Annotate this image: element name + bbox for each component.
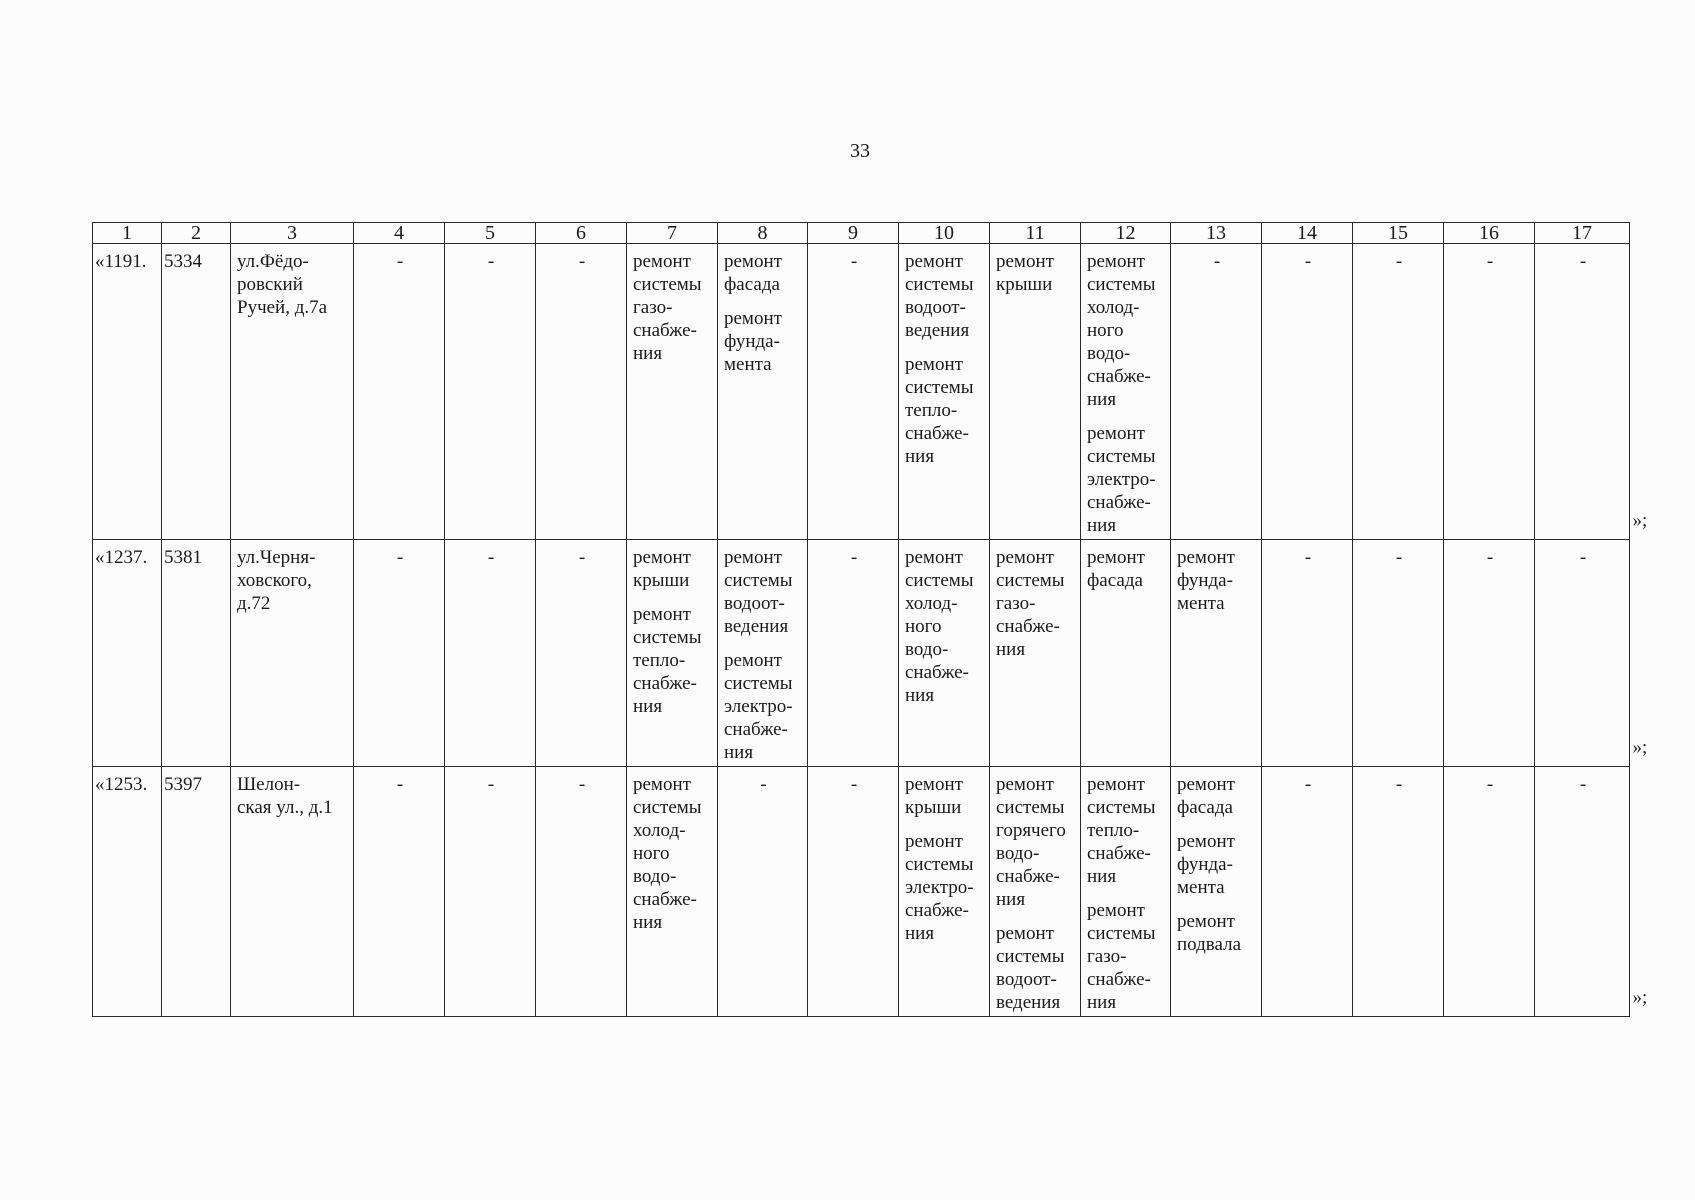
cell-entry: ул.Черня- ховского, д.72 [237,547,316,614]
table-cell-col-1 [93,244,162,540]
cell-entry: ремонт подвала [1177,911,1242,955]
table-cell-col-14 [1262,767,1353,1017]
cell-entry: - [1579,547,1587,568]
cell-entry: - [396,774,404,795]
table-cell-col-10 [899,540,990,767]
table-cell-col-13 [1171,540,1262,767]
cell-entry: - [578,774,586,795]
table-cell-col-8 [718,540,808,767]
table-cell-col-10 [899,767,990,1017]
cell-entry: - [850,774,858,795]
table-cell-col-2 [162,767,231,1017]
cell-entry: - [1486,547,1494,568]
cell-entry: - [1395,774,1403,795]
table-cell-col-1 [93,767,162,1017]
cell-entry: - [578,547,586,568]
table-cell-col-15 [1353,767,1444,1017]
table-cell-col-3 [231,540,354,767]
table-cell-col-11 [990,540,1081,767]
table-cell-col-5 [445,767,536,1017]
cell-entry: - [1579,774,1587,795]
cell-entry: ремонт фунда- мента [1177,547,1235,614]
cell-entry: - [487,251,495,272]
cell-entry: ремонт фасада [724,251,782,295]
table-cell-col-16 [1444,244,1535,540]
cell-entry: - [850,251,858,272]
column-header-1: 1 [93,223,162,244]
cell-entry: 5381 [164,547,202,568]
cell-entry: «1237. [95,547,148,568]
table-cell-col-8 [718,244,808,540]
table-cell-col-17 [1535,244,1630,540]
table-row [93,767,1630,1017]
table-cell-col-4 [354,244,445,540]
cell-entry: - [487,774,495,795]
table-cell-col-12 [1081,244,1171,540]
table-cell-col-11 [990,244,1081,540]
cell-entry: ремонт системы горячего водо- снабже- ния [996,774,1066,910]
table-cell-col-6 [536,244,627,540]
table-cell-col-10 [899,244,990,540]
cell-entry: - [1304,547,1312,568]
table-cell-col-8 [718,767,808,1017]
column-header-11: 11 [990,223,1081,244]
cell-entry: ремонт системы холод- ного водо- снабже- ния [633,774,702,933]
column-header-13: 13 [1171,223,1262,244]
cell-entry: «1191. [95,251,147,272]
table-cell-col-5 [445,244,536,540]
cell-entry: - [1304,774,1312,795]
table-cell-col-1 [93,540,162,767]
cell-entry: - [850,547,858,568]
cell-entry: - [1486,774,1494,795]
cell-entry: ремонт системы тепло- снабже- ния [633,604,702,717]
table-cell-col-13 [1171,244,1262,540]
cell-entry: 5334 [164,251,202,272]
table-cell-col-7 [627,767,718,1017]
cell-entry: ремонт системы электро- снабже- ния [905,831,974,944]
cell-entry: ремонт системы газо- снабже- ния [996,547,1065,660]
cell-entry: ремонт системы водоот- ведения [724,547,793,637]
cell-entry: - [1395,251,1403,272]
table-cell-col-4 [354,767,445,1017]
table-row [93,540,1630,767]
cell-entry: - [1486,251,1494,272]
cell-entry: ул.Фёдо- ровский Ручей, д.7а [237,251,328,318]
table-cell-col-2 [162,540,231,767]
table-cell-col-3 [231,244,354,540]
cell-entry: ремонт системы электро- снабже- ния [1087,423,1156,536]
cell-entry: ремонт крыши [905,774,963,818]
table-row [93,244,1630,540]
cell-entry: ремонт системы газо- снабже- ния [633,251,702,364]
table-cell-col-7 [627,244,718,540]
column-header-12: 12 [1081,223,1171,244]
row-closing-quote: »; [1632,736,1648,758]
header-row [93,223,1630,244]
cell-entry: - [1579,251,1587,272]
column-header-10: 10 [899,223,990,244]
cell-entry: 5397 [164,774,202,795]
table-cell-col-13 [1171,767,1262,1017]
cell-entry: ремонт системы электро- снабже- ния [724,650,793,763]
cell-entry: ремонт системы водоот- ведения [905,251,974,341]
cell-entry: ремонт фунда- мента [724,308,782,375]
table-cell-col-17 [1535,540,1630,767]
cell-entry: - [578,251,586,272]
column-header-9: 9 [808,223,899,244]
cell-entry: ремонт системы водоот- ведения [996,923,1065,1013]
table-cell-col-15 [1353,540,1444,767]
column-header-14: 14 [1262,223,1353,244]
cell-entry: ремонт фасада [1177,774,1235,818]
table-cell-col-9 [808,767,899,1017]
table-cell-col-15 [1353,244,1444,540]
cell-entry: ремонт системы холод- ного водо- снабже- ния [1087,251,1156,410]
table-cell-col-7 [627,540,718,767]
table-cell-col-16 [1444,767,1535,1017]
column-header-8: 8 [718,223,808,244]
column-header-7: 7 [627,223,718,244]
row-closing-quote: »; [1632,509,1648,531]
column-header-17: 17 [1535,223,1630,244]
column-header-3: 3 [231,223,354,244]
cell-entry: - [396,547,404,568]
table-cell-col-5 [445,540,536,767]
table-cell-col-6 [536,767,627,1017]
column-header-6: 6 [536,223,627,244]
cell-entry: Шелон- ская ул., д.1 [237,774,333,818]
page-number: 33 [850,140,870,162]
table-cell-col-9 [808,244,899,540]
column-header-4: 4 [354,223,445,244]
cell-entry: ремонт системы газо- снабже- ния [1087,900,1156,1013]
cell-entry: - [1213,251,1221,272]
table-cell-col-3 [231,767,354,1017]
column-header-16: 16 [1444,223,1535,244]
table-cell-col-12 [1081,767,1171,1017]
table-body [93,244,1630,1017]
table-cell-col-12 [1081,540,1171,767]
cell-entry: ремонт системы холод- ного водо- снабже- ния [905,547,974,706]
column-header-5: 5 [445,223,536,244]
table-cell-col-6 [536,540,627,767]
cell-entry: «1253. [95,774,148,795]
cell-entry: - [1304,251,1312,272]
table-cell-col-4 [354,540,445,767]
cell-entry: - [1395,547,1403,568]
row-closing-quote: »; [1632,986,1648,1008]
table-cell-col-9 [808,540,899,767]
table-cell-col-17 [1535,767,1630,1017]
cell-entry: ремонт крыши [996,251,1054,295]
table-cell-col-14 [1262,244,1353,540]
table-cell-col-16 [1444,540,1535,767]
table-cell-col-2 [162,244,231,540]
cell-entry: ремонт фунда- мента [1177,831,1235,898]
repair-schedule-table [92,222,1630,1017]
cell-entry: - [760,774,767,795]
cell-entry: ремонт системы тепло- снабже- ния [1087,774,1156,887]
cell-entry: ремонт крыши [633,547,691,591]
table-cell-col-14 [1262,540,1353,767]
cell-entry: ремонт системы тепло- снабже- ния [905,354,974,467]
column-header-2: 2 [162,223,231,244]
cell-entry: - [487,547,495,568]
table-cell-col-11 [990,767,1081,1017]
cell-entry: - [396,251,404,272]
cell-entry: ремонт фасада [1087,547,1145,591]
column-header-15: 15 [1353,223,1444,244]
